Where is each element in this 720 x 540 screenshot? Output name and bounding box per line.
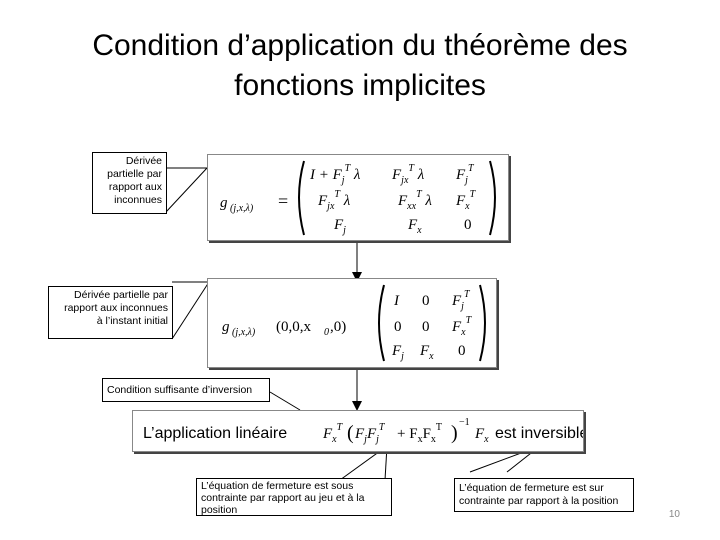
- eq1-paren-right: [490, 161, 495, 235]
- eq2-paren-right: [480, 285, 485, 361]
- callout4-line2: contrainte par rapport au jeu et à la: [201, 492, 365, 504]
- callout1-line3: rapport aux: [108, 181, 162, 193]
- svg-text:Fj: $F_j$: [392, 343, 404, 362]
- callout3-leader: [270, 392, 300, 410]
- svg-text:FjT: $F_j^T$: [452, 289, 470, 312]
- title-line-2: fonctions implicites: [234, 69, 486, 102]
- callout5-line2: contrainte par rapport à la position: [459, 495, 619, 507]
- callout4-line3: position: [201, 504, 238, 516]
- svg-text:0: 0: [422, 319, 430, 335]
- svg-text:Fj: $F_j$: [334, 217, 346, 236]
- callout5-line1: L’équation de fermeture est sur: [459, 482, 604, 494]
- equation-1: [208, 155, 508, 240]
- eq3-prefix: L’application linéaire: [143, 425, 288, 442]
- eq2-matrix: [391, 289, 473, 362]
- callout-sur-contrainte: [454, 478, 634, 512]
- svg-text:I: I: [394, 293, 399, 309]
- svg-text:+ FxFxT: + $F_xF_x^T$: [397, 422, 443, 445]
- svg-text:FxT: $F_x^T$: [456, 189, 476, 212]
- svg-text:0: 0: [394, 319, 402, 335]
- eq2-args-end: ,0): [330, 319, 347, 335]
- title-line-1: Condition d’application du théorème des: [92, 29, 628, 62]
- eq1-paren-left: [299, 161, 304, 235]
- svg-text:FjxT λ: $F_{jx}^T$ λ: [318, 189, 351, 212]
- callout-sous-contrainte: [196, 478, 392, 516]
- svg-text:0: 0: [458, 343, 466, 359]
- svg-text:FjxT λ: $F_{jx}^T$ λ: [392, 163, 425, 186]
- callout2-line3: à l’instant initial: [96, 315, 168, 327]
- equation-box-initial: [207, 278, 497, 368]
- callout2-line2: rapport aux inconnues: [64, 302, 168, 314]
- equation-box-jacobian: [207, 154, 509, 241]
- svg-text:): ): [451, 422, 458, 444]
- equation-box-inversible: [132, 410, 584, 452]
- svg-text:FxT: $F_x^T$: [323, 422, 343, 445]
- eq1-matrix: [309, 163, 477, 236]
- eq1-sub: (j,x,λ): [230, 203, 254, 214]
- equation-3: [133, 411, 583, 451]
- eq3-suffix: est inversible: [495, 425, 583, 442]
- callout2-line1: Dérivée partielle par: [74, 289, 168, 301]
- callout1-line4: inconnues: [114, 194, 162, 206]
- svg-text:FxxT λ: $F_{xx}^T$ λ: [398, 189, 432, 212]
- eq1-g: g: [220, 195, 228, 211]
- eq2-paren-left: [379, 285, 384, 361]
- callout1-line1: Dérivée: [125, 155, 162, 167]
- callout1-line2: partielle par: [107, 168, 162, 180]
- callout-derivee-initial: [48, 286, 173, 339]
- callout-derivee-inconnues: [92, 152, 167, 214]
- eq2-args-sub: 0: [324, 327, 329, 338]
- svg-text:0: 0: [422, 293, 430, 309]
- svg-text:Fx: $F_x$: [475, 426, 489, 445]
- svg-text:Fx: $F_x$: [420, 343, 434, 362]
- eq1-equals: =: [278, 191, 289, 211]
- svg-text:−1: −1: [459, 417, 470, 428]
- callout-condition-inversion: [102, 378, 270, 402]
- svg-text:FjT: $F_j^T$: [456, 163, 474, 186]
- svg-text:I + FjT λ: $I + F_j^T$ λ: [310, 163, 361, 186]
- slide-number: 10: [668, 509, 680, 520]
- svg-text:FjFjT: $F_jF_j^T$: [355, 422, 385, 445]
- eq3-formula: [322, 417, 489, 445]
- svg-text:FxT: $F_x^T$: [452, 315, 472, 338]
- callout1-leader-bottom: [166, 168, 207, 212]
- callout3-text: Condition suffisante d’inversion: [107, 384, 253, 396]
- svg-text:0: 0: [464, 217, 472, 233]
- equation-2: [208, 279, 496, 367]
- svg-text:(: (: [347, 422, 354, 444]
- callout4-line1: L’équation de fermeture est sous: [201, 480, 354, 492]
- callout2-leader-bottom: [172, 282, 209, 339]
- eq2-args: (0,0,x: [276, 319, 311, 335]
- svg-text:Fx: $F_x$: [408, 217, 422, 236]
- eq2-sub: (j,x,λ): [232, 327, 256, 338]
- eq2-g: g: [222, 319, 230, 335]
